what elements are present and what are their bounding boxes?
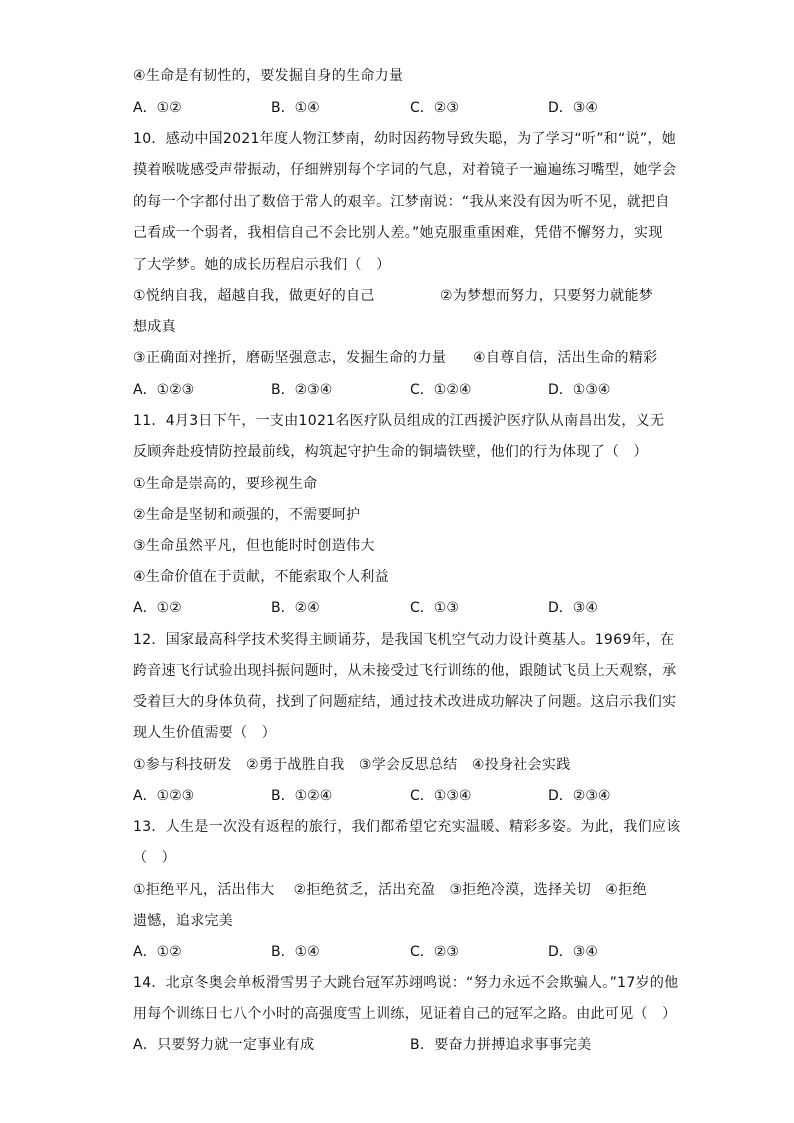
q9-option-a: A．①② xyxy=(133,100,182,116)
q10-stem-line: 10．感动中国2021年度人物江梦南，幼时因药物导致失聪，为了学习“听”和“说”，她 xyxy=(133,131,677,147)
q14-stem-line: 14．北京冬奥会单板滑雪男子大跳台冠军苏翊鸣说：“努力永远不会欺骗人。”17岁的他 xyxy=(133,975,679,991)
q12-option-a: A．①②③ xyxy=(133,788,195,804)
q9-option-c: C．②③ xyxy=(410,100,459,116)
q13-stem-line: （ ） xyxy=(133,850,176,866)
q12-stem-line: 受着巨大的身体负荷，找到了问题症结，通过技术改进成功解决了问题。这启示我们实 xyxy=(133,694,677,710)
q11-item-1: ①生命是崇高的，要珍视生命 xyxy=(133,476,318,492)
q11-option-d: D．③④ xyxy=(548,600,598,616)
q11-item-2: ②生命是坚韧和顽强的，不需要呵护 xyxy=(133,507,361,523)
q10-item-2: ②为梦想而努力，只要努力就能梦 xyxy=(440,288,654,304)
q13-options xyxy=(133,942,693,962)
q13-option-b: B．①④ xyxy=(271,944,320,960)
q12-stem-line: 跨音速飞行试验出现抖振问题时，从未接受过飞行训练的他，跟随试飞员上天观察，承 xyxy=(133,663,677,679)
q10-stem-line: 的每一个字都付出了数倍于常人的艰辛。江梦南说：“我从来没有因为听不见，就把自 xyxy=(133,194,670,210)
q14-option-b: B．要奋力拼搏追求事事完美 xyxy=(410,1037,592,1053)
q10-option-a: A．①②③ xyxy=(133,382,195,398)
q10-stem-line: 摸着喉咙感受声带振动，仔细辨别每个字词的气息，对着镜子一遍遍练习嘴型，她学会 xyxy=(133,162,677,178)
q11-option-c: C．①③ xyxy=(410,600,459,616)
q13-option-c: C．②③ xyxy=(410,944,459,960)
q10-item-1: ①悦纳自我，超越自我，做更好的自己 xyxy=(133,288,375,304)
q13-option-a: A．①② xyxy=(133,944,182,960)
q13-items-cont: 遗憾，追求完美 xyxy=(133,913,234,929)
q10-options xyxy=(133,380,693,400)
q10-option-b: B．②③④ xyxy=(271,382,333,398)
q10-item-3: ③正确面对挫折，磨砺坚强意志，发掘生命的力量 xyxy=(133,350,447,366)
q9-option-b: B．①④ xyxy=(271,100,320,116)
q13-items: ①拒绝平凡，活出伟大 ②拒绝贫乏，活出充盈 ③拒绝冷漠，选择关切 ④拒绝 xyxy=(133,882,647,898)
q10-option-d: D．①③④ xyxy=(548,382,611,398)
q14-option-a: A．只要努力就一定事业有成 xyxy=(133,1037,315,1053)
q10-option-c: C．①②④ xyxy=(410,382,472,398)
q11-options xyxy=(133,598,693,618)
q12-option-b: B．①②④ xyxy=(271,788,333,804)
q9-option-d: D．③④ xyxy=(548,100,598,116)
q10-item-2-cont: 想成真 xyxy=(133,319,176,335)
q12-stem-line: 12．国家最高科学技术奖得主顾诵芬，是我国飞机空气动力设计奠基人。1969年，在 xyxy=(133,632,675,648)
q12-items: ①参与科技研发 ②勇于战胜自我 ③学会反思总结 ④投身社会实践 xyxy=(133,757,571,773)
q9-item-4: ④生命是有韧性的，要发掘自身的生命力量 xyxy=(133,68,404,84)
q13-stem-line: 13．人生是一次没有返程的旅行，我们都希望它充实温暖、精彩多姿。为此，我们应该 xyxy=(133,819,681,835)
q12-options xyxy=(133,786,693,806)
q11-item-3: ③生命虽然平凡，但也能时时创造伟大 xyxy=(133,538,375,554)
q14-stem-line: 用每个训练日七八个小时的高强度雪上训练，见证着自己的冠军之路。由此可见（ ） xyxy=(133,1006,677,1022)
q10-item-4: ④自尊自信，活出生命的精彩 xyxy=(473,350,658,366)
q12-stem-line: 现人生价值需要（ ） xyxy=(133,725,276,741)
q12-option-c: C．①③④ xyxy=(410,788,472,804)
q11-stem-line: 反顾奔赴疫情防控最前线，构筑起守护生命的铜墙铁壁，他们的行为体现了（ ） xyxy=(133,444,648,460)
q9-options xyxy=(133,98,693,118)
q13-option-d: D．③④ xyxy=(548,944,598,960)
q10-stem-line: 己看成一个弱者，我相信自己不会比别人差。”她克服重重困难，凭借不懈努力，实现 xyxy=(133,225,663,241)
q11-item-4: ④生命价值在于贡献，不能索取个人利益 xyxy=(133,569,389,585)
q11-option-b: B．②④ xyxy=(271,600,320,616)
q12-option-d: D．②③④ xyxy=(548,788,611,804)
q10-stem-line: 了大学梦。她的成长历程启示我们（ ） xyxy=(133,257,391,273)
q11-option-a: A．①② xyxy=(133,600,182,616)
q11-stem-line: 11．4月3日下午，一支由1021名医疗队员组成的江西援沪医疗队从南昌出发，义无 xyxy=(133,413,665,429)
